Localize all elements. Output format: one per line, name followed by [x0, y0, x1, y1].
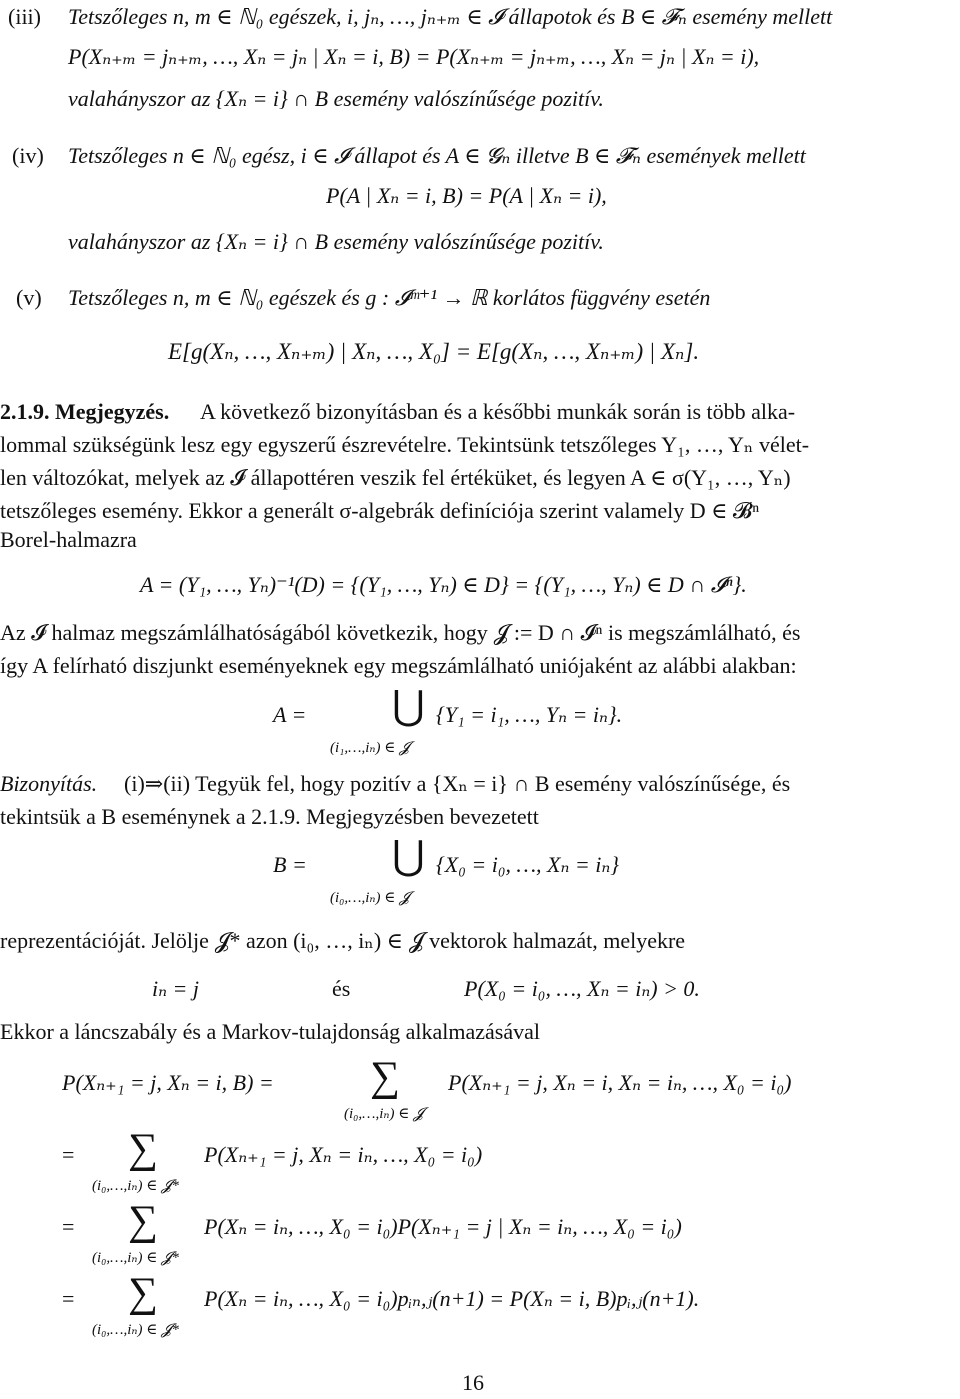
eq2-rhs: P(Xₙ₊₁ = j, Xₙ = iₙ, …, X₀ = i₀) — [204, 1142, 483, 1167]
proof-formula-1-rhs: {X₀ = i₀, …, Xₙ = iₙ} — [436, 852, 620, 877]
eq3-sign: = — [62, 1214, 75, 1239]
remark-line-3: len változókat, melyek az 𝓘 állapottéren veszik fel értéküket, és legyen A ∈ σ(Y₁, …, Yₙ) — [0, 465, 791, 490]
page-number: 16 — [462, 1370, 484, 1395]
remark-formula-2-rhs: {Y₁ = i₁, …, Yₙ = iₙ}. — [436, 702, 623, 727]
remark-line-5: Borel-halmazra — [0, 527, 137, 552]
item-label-v: (v) — [16, 285, 42, 310]
remark-formula-1: A = (Y₁, …, Yₙ)⁻¹(D) = {(Y₁, …, Yₙ) ∈ D} = {(Y₁, …, Yₙ) ∈ D ∩ 𝓘ⁿ}. — [140, 572, 747, 597]
proof-line-4: Ekkor a láncszabály és a Markov-tulajdonság alkalmazásával — [0, 1019, 540, 1044]
condition-and: és — [332, 976, 351, 1001]
sum-symbol-2: ∑ — [128, 1126, 158, 1172]
proof-heading: Bizonyítás. — [0, 771, 98, 796]
item-v-text: Tetszőleges n, m ∈ ℕ₀ egészek és g : 𝓘ᵐ⁺¹ → ℝ korlátos függvény esetén — [68, 285, 711, 310]
item-iv-text: Tetszőleges n ∈ ℕ₀ egész, i ∈ 𝓘 állapot és A ∈ 𝓖ₙ illetve B ∈ 𝓕ₙ események mellett — [68, 143, 806, 168]
item-iv-formula: P(A | Xₙ = i, B) = P(A | Xₙ = i), — [326, 183, 607, 208]
item-iii-tail: valahányszor az {Xₙ = i} ∩ B esemény valószínűsége pozitív. — [68, 86, 604, 111]
eq4-under: (i₀,…,iₙ) ∈ 𝓙* — [92, 1322, 179, 1338]
item-iii-formula: P(Xₙ₊ₘ = jₙ₊ₘ, …, Xₙ = jₙ | Xₙ = i, B) = P(Xₙ₊ₘ = jₙ₊ₘ, …, Xₙ = jₙ | Xₙ = i), — [68, 44, 760, 69]
remark-formula-2-under: (i₁,…,iₙ) ∈ 𝓙 — [330, 740, 410, 756]
item-iv-tail: valahányszor az {Xₙ = i} ∩ B esemény valószínűsége pozitív. — [68, 229, 604, 254]
eq3-under: (i₀,…,iₙ) ∈ 𝓙* — [92, 1250, 179, 1266]
union-symbol-2: ⋃ — [392, 833, 425, 878]
condition-right: P(X₀ = i₀, …, Xₙ = iₙ) > 0. — [464, 976, 700, 1001]
eq4-rhs: P(Xₙ = iₙ, …, X₀ = i₀)pᵢₙ,ⱼ(n+1) = P(Xₙ = i, B)pᵢ,ⱼ(n+1). — [204, 1286, 700, 1311]
union-symbol: ⋃ — [392, 683, 425, 728]
remark-line-6: Az 𝓘 halmaz megszámlálhatóságából következik, hogy 𝓙 := D ∩ 𝓘ⁿ is megszámlálható, és — [0, 620, 801, 645]
eq1-lhs: P(Xₙ₊₁ = j, Xₙ = i, B) = — [62, 1070, 274, 1095]
proof-line-1: (i)⇒(ii) Tegyük fel, hogy pozitív a {Xₙ = i} ∩ B esemény valószínűsége, és — [124, 771, 791, 796]
item-label-iv: (iv) — [12, 143, 44, 168]
eq2-sign: = — [62, 1142, 75, 1167]
remark-formula-2-lhs: A = — [273, 702, 307, 727]
eq4-sign: = — [62, 1286, 75, 1311]
item-v-formula: E[g(Xₙ, …, Xₙ₊ₘ) | Xₙ, …, X₀] = E[g(Xₙ, …, Xₙ₊ₘ) | Xₙ]. — [168, 339, 700, 364]
sum-symbol-3: ∑ — [128, 1198, 158, 1244]
sum-symbol-1: ∑ — [370, 1054, 400, 1100]
item-iii-text: Tetszőleges n, m ∈ ℕ₀ egészek, i, jₙ, …, jₙ₊ₘ ∈ 𝓘 állapotok és B ∈ 𝓕ₙ esemény mellett — [68, 4, 833, 29]
remark-line-2: lommal szükségünk lesz egy egyszerű észrevételre. Tekintsünk tetszőleges Y₁, …, Yₙ vélet- — [0, 432, 810, 457]
proof-line-3: reprezentációját. Jelölje 𝓙* azon (i₀, …, iₙ) ∈ 𝓙 vektorok halmazát, melyekre — [0, 928, 686, 953]
condition-left: iₙ = j — [152, 976, 199, 1001]
remark-line-1: A következő bizonyításban és a későbbi munkák során is több alka- — [200, 399, 796, 424]
remark-heading: 2.1.9. Megjegyzés. — [0, 399, 170, 424]
sum-symbol-4: ∑ — [128, 1270, 158, 1316]
eq1-under: (i₀,…,iₙ) ∈ 𝓙 — [344, 1106, 424, 1122]
proof-line-2: tekintsük a B eseménynek a 2.1.9. Megjegyzésben bevezetett — [0, 804, 539, 829]
remark-line-7: így A felírható diszjunkt eseményeknek egy megszámlálható uniójaként az alábbi alakban: — [0, 653, 797, 678]
eq3-rhs: P(Xₙ = iₙ, …, X₀ = i₀)P(Xₙ₊₁ = j | Xₙ = iₙ, …, X₀ = i₀) — [204, 1214, 682, 1239]
item-label-iii: (iii) — [8, 4, 41, 29]
proof-formula-1-lhs: B = — [273, 852, 307, 877]
remark-line-4: tetszőleges esemény. Ekkor a generált σ-algebrák definíciója szerint valamely D ∈ 𝓑ⁿ — [0, 498, 760, 523]
eq1-rhs: P(Xₙ₊₁ = j, Xₙ = i, Xₙ = iₙ, …, X₀ = i₀) — [448, 1070, 792, 1095]
proof-formula-1-under: (i₀,…,iₙ) ∈ 𝓙 — [330, 890, 410, 906]
eq2-under: (i₀,…,iₙ) ∈ 𝓙* — [92, 1178, 179, 1194]
